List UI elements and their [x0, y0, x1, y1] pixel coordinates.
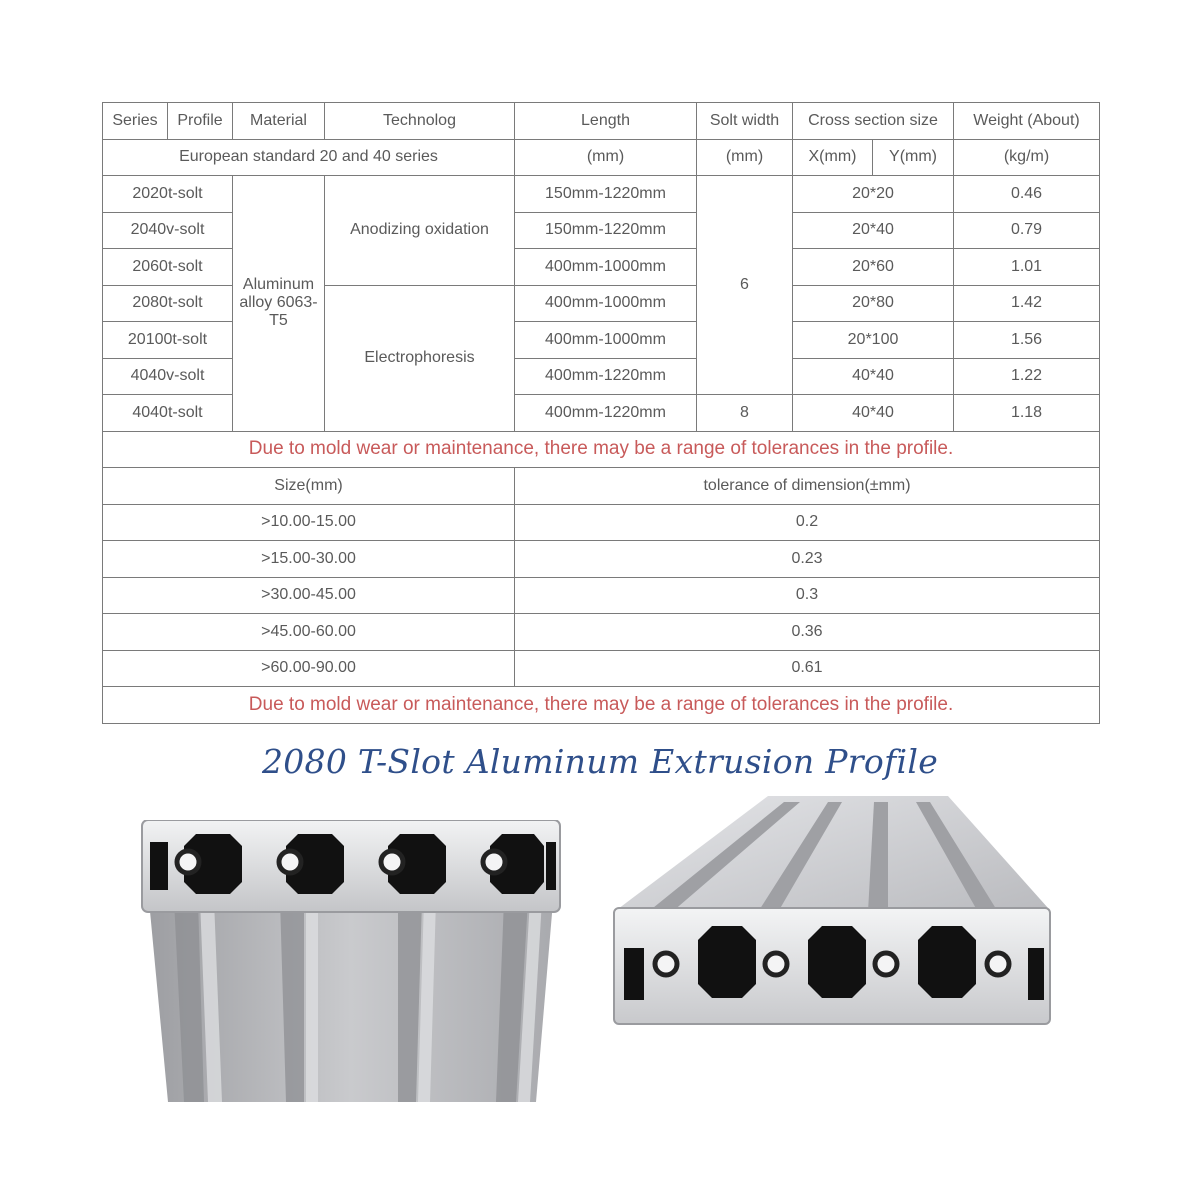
length-cell: 150mm-1220mm [515, 176, 697, 213]
weight-cell: 0.46 [954, 176, 1100, 213]
y-unit: Y(mm) [873, 139, 954, 176]
slot-width-unit: (mm) [697, 139, 793, 176]
tolerance-row [103, 614, 1100, 651]
weight-unit: (kg/m) [954, 139, 1100, 176]
header-weight: Weight (About) [954, 103, 1100, 140]
series-cell: 20100t-solt [103, 322, 233, 359]
note-row [103, 431, 1100, 468]
tolerance-row [103, 577, 1100, 614]
slot-width-cell: 6 [697, 176, 793, 395]
slot-width-cell: 8 [697, 395, 793, 432]
tolerance-cell: 0.36 [515, 614, 1100, 651]
series-cell: 2080t-solt [103, 285, 233, 322]
cross-section-cell: 40*40 [793, 358, 954, 395]
weight-cell: 1.22 [954, 358, 1100, 395]
length-cell: 400mm-1220mm [515, 358, 697, 395]
cross-section-cell: 20*60 [793, 249, 954, 286]
header-technology: Technolog [325, 103, 515, 140]
x-unit: X(mm) [793, 139, 873, 176]
header-length: Length [515, 103, 697, 140]
size-header: Size(mm) [103, 468, 515, 505]
length-cell: 400mm-1000mm [515, 285, 697, 322]
header-row [103, 103, 1100, 140]
profile-angled-view-image [608, 788, 1054, 1028]
size-cell: >15.00-30.00 [103, 541, 515, 578]
size-cell: >45.00-60.00 [103, 614, 515, 651]
series-cell: 4040v-solt [103, 358, 233, 395]
product-title: 2080 T-Slot Aluminum Extrusion Profile [261, 742, 939, 781]
header-series: Series [103, 103, 168, 140]
size-cell: >10.00-15.00 [103, 504, 515, 541]
tolerance-header: tolerance of dimension(±mm) [515, 468, 1100, 505]
weight-cell: 1.56 [954, 322, 1100, 359]
size-cell: >30.00-45.00 [103, 577, 515, 614]
tolerance-cell: 0.23 [515, 541, 1100, 578]
length-cell: 400mm-1000mm [515, 322, 697, 359]
length-cell: 400mm-1220mm [515, 395, 697, 432]
weight-cell: 1.18 [954, 395, 1100, 432]
header-profile: Profile [168, 103, 233, 140]
tolerance-cell: 0.2 [515, 504, 1100, 541]
header-slot-width: Solt width [697, 103, 793, 140]
spec-table [102, 102, 1100, 724]
series-cell: 4040t-solt [103, 395, 233, 432]
tolerance-cell: 0.61 [515, 650, 1100, 687]
table-row [103, 176, 1100, 213]
cross-section-cell: 20*100 [793, 322, 954, 359]
cross-section-cell: 40*40 [793, 395, 954, 432]
tolerance-header-row [103, 468, 1100, 505]
tolerance-cell: 0.3 [515, 577, 1100, 614]
tolerance-note: Due to mold wear or maintenance, there may be a range of tolerances in the profile. [103, 687, 1100, 724]
material-cell: Aluminum alloy 6063-T5 [233, 176, 325, 432]
standard-label: European standard 20 and 40 series [103, 139, 515, 176]
series-cell: 2020t-solt [103, 176, 233, 213]
tolerance-note: Due to mold wear or maintenance, there may be a range of tolerances in the profile. [103, 431, 1100, 468]
series-cell: 2060t-solt [103, 249, 233, 286]
cross-section-cell: 20*80 [793, 285, 954, 322]
tolerance-row [103, 541, 1100, 578]
weight-cell: 0.79 [954, 212, 1100, 249]
length-cell: 150mm-1220mm [515, 212, 697, 249]
tech-anodizing-cell: Anodizing oxidation [325, 176, 515, 286]
cross-section-cell: 20*40 [793, 212, 954, 249]
header-cross-section: Cross section size [793, 103, 954, 140]
length-cell: 400mm-1000mm [515, 249, 697, 286]
tolerance-row [103, 650, 1100, 687]
cross-section-cell: 20*20 [793, 176, 954, 213]
header-material: Material [233, 103, 325, 140]
profile-front-view-image [138, 820, 564, 1102]
length-unit: (mm) [515, 139, 697, 176]
weight-cell: 1.01 [954, 249, 1100, 286]
size-cell: >60.00-90.00 [103, 650, 515, 687]
tolerance-row [103, 504, 1100, 541]
subheader-row [103, 139, 1100, 176]
weight-cell: 1.42 [954, 285, 1100, 322]
tech-electro-cell: Electrophoresis [325, 285, 515, 431]
note-row [103, 687, 1100, 724]
series-cell: 2040v-solt [103, 212, 233, 249]
